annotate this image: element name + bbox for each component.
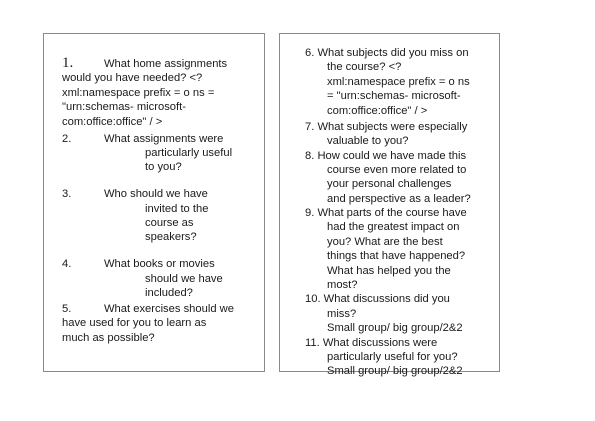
question-5-line-2: have used for you to learn as [62,317,207,329]
question-7-line-2: valuable to you? [327,135,409,147]
question-5-number: 5. [62,303,72,315]
question-2-line-1: What assignments were [104,133,224,145]
question-11-line-2: particularly useful for you? [327,351,458,363]
question-8-line-2: course even more related to [327,164,467,176]
question-4-line-1: What books or movies [104,258,215,270]
question-1-line-3: xml:namespace prefix = o ns = [62,87,215,99]
question-7-line-1: 7. What subjects were especially [305,121,468,133]
question-10-line-2: miss? [327,308,357,320]
question-2-line-3: to you? [145,161,182,173]
question-4-number: 4. [62,258,72,270]
question-11-line-1: 11. What discussions were [305,337,438,349]
question-9-line-5: What has helped you the [327,265,451,277]
question-4-line-3: included? [145,287,193,299]
question-6-line-3: xml:namespace prefix = o ns [327,76,470,88]
question-3-line-3: course as [145,217,194,229]
question-3-number: 3. [62,188,72,200]
question-9-line-3: you? What are the best [327,236,443,248]
question-1-line-5: com:office:office" / > [62,116,163,128]
question-10-line-3: Small group/ big group/2&2 [327,322,463,334]
question-6-line-2: the course? <? [327,61,402,73]
question-11-line-3: Small group/ big group/2&2 [327,365,463,377]
question-6-line-5: com:office:office" / > [327,105,428,117]
question-8-line-3: your personal challenges [327,178,452,190]
question-6-line-1: 6. What subjects did you miss on [305,47,469,59]
question-9-line-4: things that have happened? [327,250,466,262]
question-6-line-4: = "urn:schemas- microsoft- [327,90,461,102]
question-8-line-1: 8. How could we have made this [305,150,467,162]
question-5-line-1: What exercises should we [104,303,234,315]
question-9-line-1: 9. What parts of the course have [305,207,467,219]
question-3-line-2: invited to the [145,203,209,215]
question-10-line-1: 10. What discussions did you [305,293,450,305]
question-1-number: 1. [62,55,74,71]
question-2-line-2: particularly useful [145,147,233,159]
question-8-line-4: and perspective as a leader? [327,193,471,205]
question-4-line-2: should we have [145,273,223,285]
question-2-number: 2. [62,133,72,145]
question-3-line-1: Who should we have [104,188,208,200]
question-5-line-3: much as possible? [62,332,155,344]
question-1-line-2: would you have needed? <? [62,72,203,84]
question-1-line-1: What home assignments [104,58,228,70]
question-9-line-6: most? [327,279,358,291]
question-9-line-2: had the greatest impact on [327,221,460,233]
question-1-line-4: "urn:schemas- microsoft- [62,101,186,113]
question-3-line-4: speakers? [145,231,197,243]
